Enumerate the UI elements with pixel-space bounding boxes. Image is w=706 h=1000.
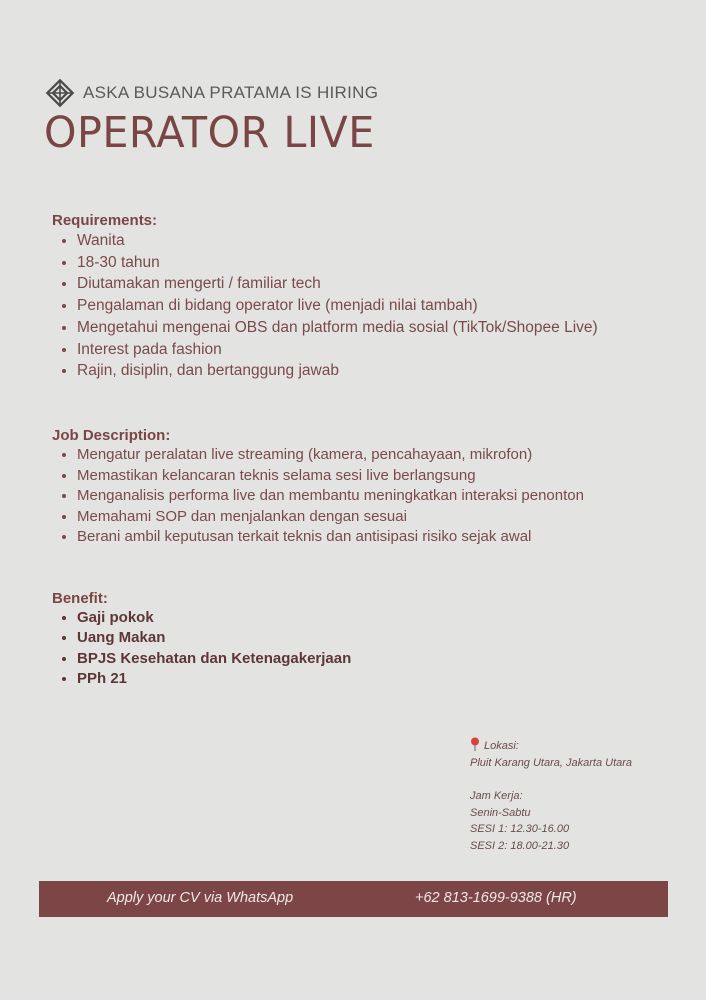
header [45,78,378,108]
list-item: • PPh 21 [77,669,351,689]
whatsapp-phone-number: +62 813-1699-9388 (HR) [415,890,577,906]
session-2: SESI 2: 18.00-21.30 [470,839,570,852]
list-item: • Uang Makan [77,628,351,648]
company-hiring-label: ASKA BUSANA PRATAMA IS HIRING [83,83,379,102]
company-row [45,78,378,108]
list-item: • 18-30 tahun [77,252,598,274]
job-description-list [52,445,584,548]
list-item: • Menganalisis performa live dan membantu meningkatkan interaksi penonton [77,486,584,507]
list-item: • Pengalaman di bidang operator live (menjadi nilai tambah) [77,295,598,317]
apply-cta-text: Apply your CV via WhatsApp [107,890,294,906]
benefit-section [52,590,351,690]
apply-banner [39,881,668,917]
company-logo-icon [45,78,75,108]
list-item: • Rajin, disiplin, dan bertanggung jawab [77,360,598,382]
location-label: Lokasi: [484,740,519,752]
session-1: SESI 1: 12.30-16.00 [470,823,570,835]
list-item: • Diutamakan mengerti / familiar tech [77,273,598,295]
list-item: • BPJS Kesehatan dan Ketenagakerjaan [77,649,351,669]
list-item: • Interest pada fashion [77,339,598,361]
job-title: OPERATOR LIVE [44,108,375,158]
job-description-section [52,427,584,548]
job-description-heading: Job Description: [52,427,171,444]
list-item: • Memastikan kelancaran teknis selama sesi live berlangsung [77,466,584,487]
hours-label: Jam Kerja: [470,790,523,802]
list-item: • Wanita [77,230,598,252]
benefit-heading: Benefit: [52,590,108,607]
work-info [470,737,632,854]
requirements-list [52,230,598,382]
list-item: • Gaji pokok [77,608,351,628]
location-label-row [470,737,632,755]
list-item: • Berani ambil keputusan terkait teknis dan antisipasi risiko sejak awal [77,527,584,548]
benefit-list [52,608,351,690]
requirements-section [52,212,598,382]
location-pin-icon [470,737,480,751]
list-item: • Memahami SOP dan menjalankan dengan sesuai [77,507,584,528]
requirements-heading: Requirements: [52,212,158,229]
list-item: • Mengatur peralatan live streaming (kamera, pencahayaan, mikrofon) [77,445,584,466]
list-item: • Mengetahui mengenai OBS dan platform media sosial (TikTok/Shopee Live) [77,317,598,339]
work-days: Senin-Sabtu [470,806,531,819]
location-value: Pluit Karang Utara, Jakarta Utara [470,756,633,769]
